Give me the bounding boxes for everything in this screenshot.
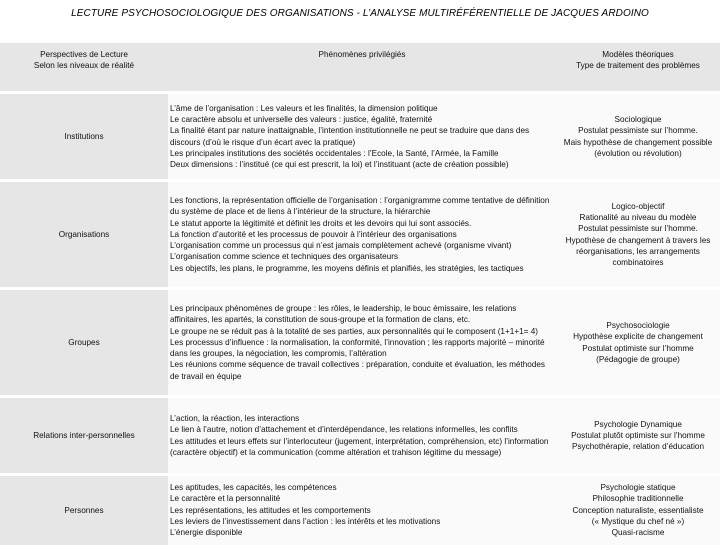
table-row bbox=[0, 93, 720, 181]
table-row bbox=[0, 397, 720, 475]
phenomenon-line: Les aptitudes, les capacités, les compétences bbox=[170, 483, 337, 493]
model-line: Rationalité au niveau du modèle bbox=[579, 213, 697, 223]
header-levels-line: Perspectives de Lecture bbox=[40, 50, 128, 59]
header-phenomena bbox=[168, 43, 556, 93]
phenomenon-line: La finalité étant par nature inattaignable, l’intention institutionnelle ne peut se traduire que dans des discours (d’où le risque d’un écart avec la pratique) bbox=[170, 126, 530, 147]
model-line: Psychothérapie, relation d’éducation bbox=[572, 442, 704, 452]
phenomenon-line: Les principaux phénomènes de groupe : les rôles, le leadership, le bouc émissaire, les relations affinitaires, les apartés, la constitution de sous-groupe et la formation de clans, etc. bbox=[170, 304, 517, 325]
phenomenon-line: La fonction d’autorité et les processus de pouvoir à l’intérieur des organisations bbox=[170, 229, 457, 239]
model-line: Hypothèse de changement à travers les réorganisations, les arrangements combinatoires bbox=[565, 235, 711, 267]
level-cell: Personnes bbox=[0, 475, 168, 545]
phenomenon-line: L’âme de l’organisation : Les valeurs et les finalités, la dimension politique bbox=[170, 103, 438, 113]
analysis-table bbox=[0, 43, 720, 545]
phenomena-cell bbox=[168, 289, 556, 397]
header-levels-line: Selon les niveaux de réalité bbox=[33, 61, 135, 71]
level-cell: Groupes bbox=[0, 289, 168, 397]
header-models bbox=[556, 43, 720, 93]
header-models-line: Type de traitement des problèmes bbox=[576, 61, 700, 71]
phenomenon-line: L’action, la réaction, les interactions bbox=[170, 414, 300, 424]
model-line: Postulat pessimiste sur l’homme. bbox=[578, 126, 698, 136]
phenomenon-line: Les fonctions, la représentation officielle de l’organisation : l’organigramme comme tentative de définition du système de place et de liens à l’intérieur de la structure, la hiérarchie bbox=[170, 196, 550, 217]
model-line: Philosophie traditionnelle bbox=[592, 494, 684, 504]
model-line: Conception naturaliste, essentialiste bbox=[572, 505, 704, 515]
header-levels bbox=[0, 43, 168, 93]
model-line: Mais hypothèse de changement possible (évolution ou révolution) bbox=[563, 137, 713, 158]
model-line: (Pédagogie de groupe) bbox=[596, 354, 680, 364]
model-cell bbox=[556, 181, 720, 289]
phenomenon-line: L’organisation comme un processus qui n’est jamais complètement achevé (organisme vivant) bbox=[170, 241, 512, 251]
model-line: Psychologie statique bbox=[600, 483, 676, 493]
phenomenon-line: Les attitudes et leurs effets sur l’interlocuteur (jugement, interprétation, compréhension, etc) l’information (caractère objectif) et la communication (comme altération et trahison légitime du message) bbox=[170, 436, 549, 457]
table-row bbox=[0, 289, 720, 397]
model-cell bbox=[556, 93, 720, 181]
phenomenon-line: Le groupe ne se réduit pas à la totalité de ses parties, aux personnalités qui le composent (1+1+1= 4) bbox=[170, 326, 538, 336]
phenomenon-line: Le statut apporte la légitimité et définit les droits et les devoirs qui lui sont associés. bbox=[170, 218, 472, 228]
phenomenon-line: Le caractère absolu et universelle des valeurs : justice, égalité, fraternité bbox=[170, 115, 433, 125]
model-line: Postulat pessimiste sur l’homme. bbox=[578, 224, 698, 234]
model-line: Sociologique bbox=[614, 115, 662, 125]
header-models-line: Modèles théoriques bbox=[602, 50, 674, 59]
table-row bbox=[0, 475, 720, 545]
model-cell bbox=[556, 475, 720, 545]
model-cell bbox=[556, 289, 720, 397]
model-cell bbox=[556, 397, 720, 475]
phenomenon-line: Les principales institutions des sociétés occidentales : l’Ecole, la Santé, l’Armée, la Famille bbox=[170, 148, 499, 158]
phenomenon-line: Les leviers de l’investissement dans l’action : les intérêts et les motivations bbox=[170, 516, 441, 526]
phenomena-cell bbox=[168, 181, 556, 289]
header-phenomena-line: Phénomènes privilégiés bbox=[318, 50, 406, 59]
model-line: Postulat optimiste sur l’homme bbox=[582, 343, 694, 353]
phenomenon-line: Le caractère et la personnalité bbox=[170, 494, 281, 504]
model-line: (« Mystique du chef né ») bbox=[591, 516, 685, 526]
model-line: Postulat plutôt optimiste sur l’homme bbox=[571, 430, 705, 440]
phenomenon-line: Deux dimensions : l’institué (ce qui est prescrit, la loi) et l’instituant (acte de création possible) bbox=[170, 159, 509, 169]
level-cell: Organisations bbox=[0, 181, 168, 289]
model-line: Hypothèse explicite de changement bbox=[573, 332, 703, 342]
model-line: Psychosociologie bbox=[606, 321, 670, 331]
phenomenon-line: L’énergie disponible bbox=[170, 528, 243, 538]
table-row bbox=[0, 181, 720, 289]
model-line: Psychologie Dynamique bbox=[594, 419, 682, 429]
phenomenon-line: Les processus d’influence : la normalisation, la conformité, l’innovation ; les rapports majorité – minorité dans les groupes, la négociation, les compromis, l’altération bbox=[170, 337, 545, 359]
level-cell: Institutions bbox=[0, 93, 168, 181]
model-line: Quasi-racisme bbox=[611, 528, 665, 538]
phenomenon-line: L’organisation comme science et techniques des organisateurs bbox=[170, 252, 399, 262]
model-line: Logico-objectif bbox=[611, 201, 665, 211]
phenomenon-line: Les objectifs, les plans, le programme, les moyens définis et planifiés, les stratégies, les tactiques bbox=[170, 263, 524, 273]
phenomena-cell bbox=[168, 397, 556, 475]
header-row bbox=[0, 43, 720, 93]
phenomena-cell bbox=[168, 93, 556, 181]
phenomenon-line: Les réunions comme séquence de travail collectives : préparation, conduite et évaluation, les méthodes de travail en équipe bbox=[170, 360, 546, 381]
page-title: LECTURE PSYCHOSOCIOLOGIQUE DES ORGANISATIONS - L’ANALYSE MULTIRÉFÉRENTIELLE DE JACQUES ARDOINO bbox=[71, 8, 649, 19]
phenomenon-line: Les représentations, les attitudes et les comportements bbox=[170, 505, 371, 515]
phenomenon-line: Le lien à l’autre, notion d’attachement et d’interdépendance, les relations informelles, les conflits bbox=[170, 425, 518, 435]
level-cell: Relations inter-personnelles bbox=[0, 397, 168, 475]
phenomena-cell bbox=[168, 475, 556, 545]
